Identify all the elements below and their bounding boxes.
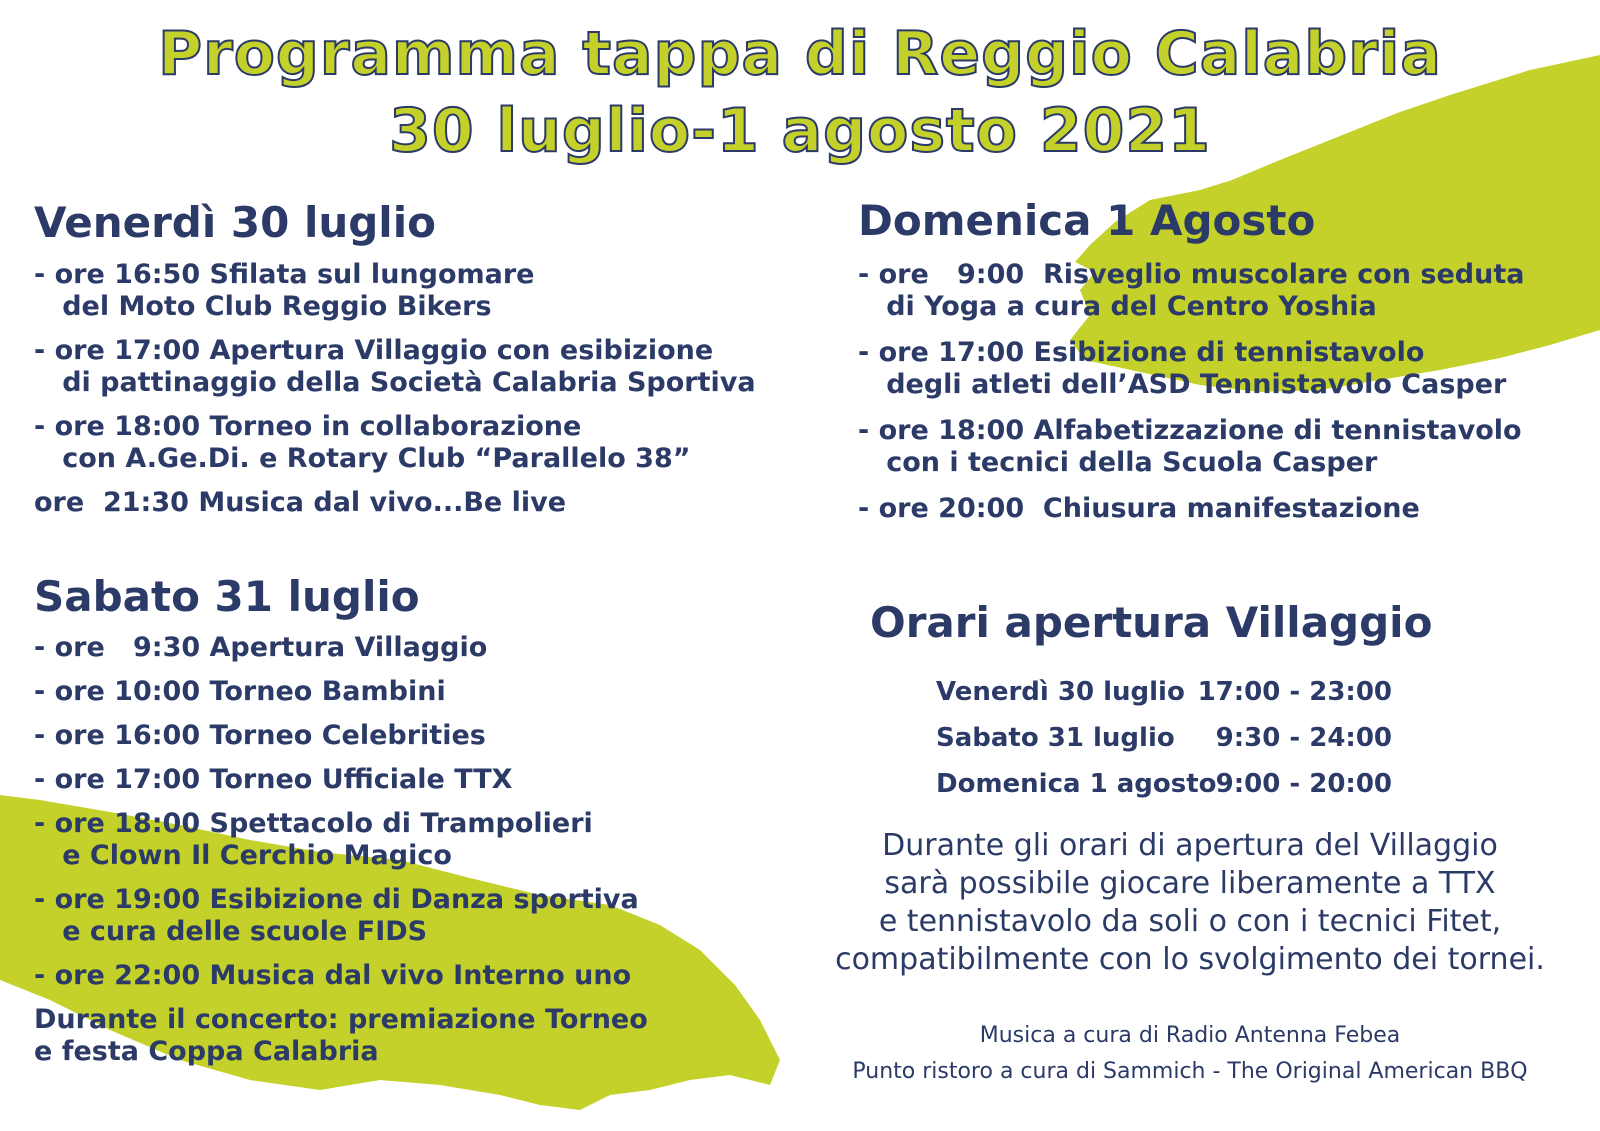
item-line2: degli atleti dell’ASD Tennistavolo Casper	[858, 369, 1507, 400]
list-item	[34, 720, 648, 752]
list-item	[858, 493, 1524, 525]
list-item	[858, 259, 1524, 323]
credits	[800, 1018, 1580, 1090]
item-line2: e cura delle scuole FIDS	[34, 916, 428, 947]
hours-day: Domenica 1 agosto	[936, 769, 1217, 799]
list-item	[34, 884, 648, 948]
list-item	[34, 411, 756, 475]
item-line1: - ore 18:00 Spettacolo di Trampolieri	[34, 808, 593, 839]
item-line1: - ore 19:00 Esibizione di Danza sportiva	[34, 884, 639, 915]
item-line1: - ore 9:30 Apertura Villaggio	[34, 632, 488, 663]
list-item	[34, 632, 648, 664]
list-item	[858, 337, 1524, 401]
item-line1: - ore 9:00 Risveglio muscolare con seduta	[858, 259, 1525, 290]
item-line1: ore 21:30 Musica dal vivo...Be live	[34, 487, 567, 518]
item-line1: - ore 17:00 Apertura Villaggio con esibizione	[34, 335, 714, 366]
item-line1: - ore 22:00 Musica dal vivo Interno uno	[34, 960, 632, 991]
opening-hours-table	[936, 669, 1456, 807]
list-item	[34, 960, 648, 992]
info-line: Durante gli orari di apertura del Villaggio	[882, 828, 1498, 863]
hours-day: Sabato 31 luglio	[936, 723, 1175, 753]
item-line2: di Yoga a cura del Centro Yoshia	[858, 291, 1377, 322]
list-item	[34, 808, 648, 872]
list-item	[34, 335, 756, 399]
hours-time: 17:00 - 23:00	[1197, 677, 1392, 707]
saturday-schedule-list	[34, 632, 648, 1068]
hours-day: Venerdì 30 luglio	[936, 677, 1185, 707]
list-item	[34, 764, 648, 796]
hours-row	[936, 761, 1456, 807]
credit-food: Punto ristoro a cura di Sammich - The Original American BBQ	[852, 1059, 1528, 1084]
friday-schedule-list	[34, 259, 756, 519]
info-paragraph	[800, 827, 1580, 979]
item-line2: e Clown Il Cerchio Magico	[34, 840, 452, 871]
item-line1: - ore 16:00 Torneo Celebrities	[34, 720, 486, 751]
item-line2: con i tecnici della Scuola Casper	[858, 447, 1378, 478]
item-line2: di pattinaggio della Società Calabria Sportiva	[34, 367, 756, 398]
list-item	[34, 1004, 648, 1068]
hours-time: 9:00 - 20:00	[1215, 769, 1392, 799]
item-line2: e festa Coppa Calabria	[34, 1036, 379, 1067]
list-item	[34, 259, 756, 323]
list-item	[858, 415, 1524, 479]
item-line1: - ore 18:00 Alfabetizzazione di tennistavolo	[858, 415, 1522, 446]
credit-music: Musica a cura di Radio Antenna Febea	[979, 1023, 1401, 1048]
opening-hours-heading: Orari apertura Villaggio	[870, 598, 1433, 647]
info-line: sarà possibile giocare liberamente a TTX	[884, 866, 1496, 901]
hours-row	[936, 715, 1456, 761]
page-title-line2: 30 luglio-1 agosto 2021	[389, 96, 1211, 166]
item-line1: - ore 18:00 Torneo in collaborazione	[34, 411, 582, 442]
item-line1: - ore 20:00 Chiusura manifestazione	[858, 493, 1420, 524]
item-line2: del Moto Club Reggio Bikers	[34, 291, 492, 322]
page-title-line1: Programma tappa di Reggio Calabria	[158, 19, 1442, 89]
hours-time: 9:30 - 24:00	[1215, 723, 1392, 753]
sunday-schedule-list	[858, 259, 1524, 525]
item-line1: Durante il concerto: premiazione Torneo	[34, 1004, 648, 1035]
friday-heading: Venerdì 30 luglio	[34, 198, 436, 247]
item-line1: - ore 10:00 Torneo Bambini	[34, 676, 446, 707]
list-item	[34, 487, 756, 519]
item-line1: - ore 17:00 Esibizione di tennistavolo	[858, 337, 1425, 368]
list-item	[34, 676, 648, 708]
hours-row	[936, 669, 1456, 715]
saturday-heading: Sabato 31 luglio	[34, 572, 420, 621]
info-line: e tennistavolo da soli o con i tecnici Fitet,	[878, 904, 1502, 939]
sunday-heading: Domenica 1 Agosto	[858, 196, 1316, 245]
info-line: compatibilmente con lo svolgimento dei tornei.	[835, 942, 1545, 977]
item-line2: con A.Ge.Di. e Rotary Club “Parallelo 38”	[34, 443, 691, 474]
item-line1: - ore 16:50 Sfilata sul lungomare	[34, 259, 535, 290]
item-line1: - ore 17:00 Torneo Ufficiale TTX	[34, 764, 513, 795]
